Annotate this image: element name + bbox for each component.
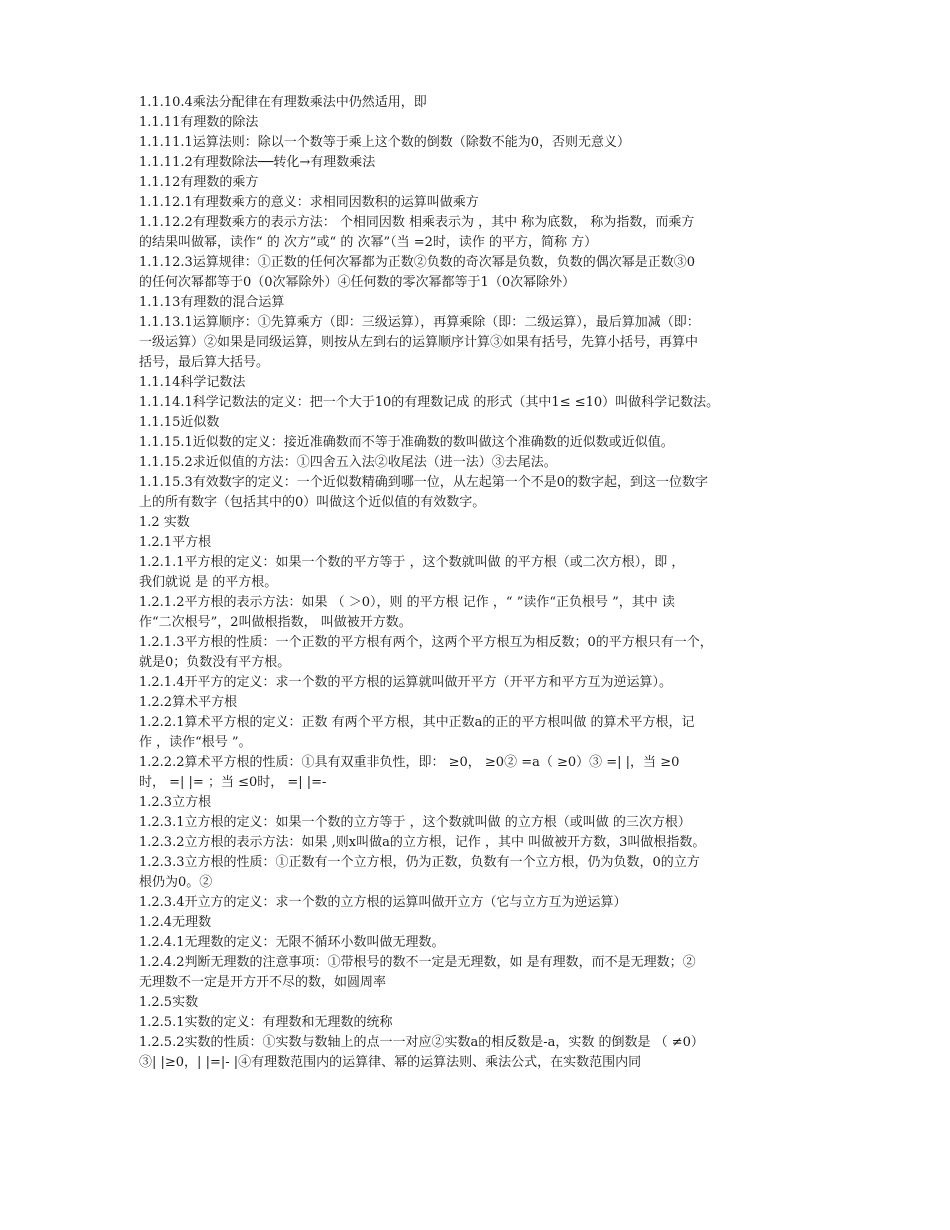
text-line: 1.2.5.2实数的性质：①实数与数轴上的点一一对应②实数a的相反数是-a，实数 的倒数是 （ ≠0） <box>139 1035 704 1050</box>
text-line: 就是0；负数没有平方根。 <box>139 655 291 670</box>
text-line: 1.1.12.3运算规律：①正数的任何次幂都为正数②负数的奇次幂是负数，负数的偶次幂是正数③0 <box>139 255 696 270</box>
text-line: 1.2.4.2判断无理数的注意事项：①带根号的数不一定是无理数，如 是有理数，而不是无理数；② <box>139 955 696 970</box>
text-line: 1.2.3.1立方根的定义：如果一个数的立方等于 ，这个数就叫做 的立方根（或叫做 的三次方根） <box>139 815 691 830</box>
text-line: 1.2.3.3立方根的性质：①正数有一个立方根，仍为正数，负数有一个立方根，仍为负数，0的立方 <box>139 855 700 870</box>
text-line: 1.2.3.4开立方的定义：求一个数的立方根的运算叫做开立方（它与立方互为逆运算） <box>139 895 627 910</box>
text-line: 1.2.2.2算术平方根的性质：①具有双重非负性，即： ≥0， ≥0② =a（ ≥0）③ =| |，当 ≥0 <box>139 755 680 770</box>
text-line: 时， =| |= ；当 ≤0时， =| |=- <box>139 775 327 790</box>
text-line: 1.1.12.1有理数乘方的意义：求相同因数积的运算叫做乘方 <box>139 195 479 210</box>
text-line: 1.1.11.1运算法则：除以一个数等于乘上这个数的倒数（除数不能为0，否则无意义） <box>139 135 631 150</box>
text-line: 1.2.1.1平方根的定义：如果一个数的平方等于 ，这个数就叫做 的平方根（或二次方根），即 ， <box>139 555 685 570</box>
section-heading: 1.1.11有理数的除法 <box>139 115 259 130</box>
section-heading: 1.2.2算术平方根 <box>139 695 238 710</box>
text-line: 一级运算）②如果是同级运算，则按从左到右的运算顺序计算③如果有括号，先算小括号，再算中 <box>139 335 699 350</box>
section-heading: 1.1.12有理数的乘方 <box>139 175 259 190</box>
text-line: 1.1.13.1运算顺序：①先算乘方（即：三级运算），再算乘除（即：二级运算），最后算加减（即： <box>139 315 700 330</box>
text-line: 上的所有数字（包括其中的0）叫做这个近似值的有效数字。 <box>139 495 486 510</box>
text-line: 无理数不一定是开方开不尽的数，如圆周率 <box>139 975 387 990</box>
document-body <box>139 93 814 1073</box>
section-heading: 1.1.14科学记数法 <box>139 375 246 390</box>
text-line: 1.1.14.1科学记数法的定义：把一个大于10的有理数记成 的形式（其中1≤ ≤10）叫做科学记数法。 <box>139 395 720 410</box>
text-line: 1.2.4.1无理数的定义：无限不循环小数叫做无理数。 <box>139 935 445 950</box>
text-line: 1.2.1.2平方根的表示方法：如果 （ ＞0），则 的平方根 记作 ，“ ”读作“正负根号 ”，其中 读 <box>139 595 675 610</box>
text-line: 1.2.2.1算术平方根的定义：正数 有两个平方根，其中正数a的正的平方根叫做 的算术平方根，记 <box>139 715 695 730</box>
section-heading: 1.2.5实数 <box>139 995 199 1010</box>
text-line: 1.1.15.3有效数字的定义：一个近似数精确到哪一位，从左起第一个不是0的数字起，到这一位数字 <box>139 475 709 490</box>
section-heading: 1.2.4无理数 <box>139 915 212 930</box>
text-line: 的任何次幂都等于0（0次幂除外）④任何数的零次幂都等于1（0次幂除外） <box>139 275 576 290</box>
text-line: ③| |≥0，| |=|- |④有理数范围内的运算律、幂的运算法则、乘法公式，在实数范围内同 <box>139 1055 642 1070</box>
text-line: 作“二次根号”，2叫做根指数， 叫做被开方数。 <box>139 615 412 630</box>
text-line: 1.2.1.3平方根的性质：一个正数的平方根有两个，这两个平方根互为相反数；0的平方根只有一个， <box>139 635 713 650</box>
text-line: 1.1.15.2求近似值的方法：①四舍五入法②收尾法（进一法）③去尾法。 <box>139 455 557 470</box>
text-line: 的结果叫做幂，读作“ 的 次方”或“ 的 次幂”（当 =2时，读作 的平方，简称 方） <box>139 235 598 250</box>
section-heading: 1.2.1平方根 <box>139 535 212 550</box>
text-line: 1.1.11.2有理数除法──转化→有理数乘法 <box>139 155 376 170</box>
section-heading: 1.1.13有理数的混合运算 <box>139 295 285 310</box>
text-line: 1.2.5.1实数的定义：有理数和无理数的统称 <box>139 1015 393 1030</box>
text-line: 作 ，读作“根号 ”。 <box>139 735 252 750</box>
text-line: 根仍为0。② <box>139 875 213 890</box>
text-line: 1.1.12.2有理数乘方的表示方法： 个相同因数 相乘表示为 ，其中 称为底数， 称为指数，而乘方 <box>139 215 695 230</box>
text-line: 1.1.15.1近似数的定义：接近准确数而不等于准确数的数叫做这个准确数的近似数或近似值。 <box>139 435 674 450</box>
text-line: 我们就说 是 的平方根。 <box>139 575 278 590</box>
text-line: 1.1.10.4乘法分配律在有理数乘法中仍然适用，即 <box>139 95 427 110</box>
text-line: 1.2.1.4开平方的定义：求一个数的平方根的运算就叫做开平方（开平方和平方互为逆运算）。 <box>139 675 672 690</box>
section-heading: 1.1.15近似数 <box>139 415 220 430</box>
text-line: 括号，最后算大括号。 <box>139 355 270 370</box>
chapter-heading: 1.2 实数 <box>139 515 190 530</box>
text-line: 1.2.3.2立方根的表示方法：如果 ,则x叫做a的立方根，记作 ，其中 叫做被开方数，3叫做根指数。 <box>139 835 706 850</box>
section-heading: 1.2.3立方根 <box>139 795 212 810</box>
